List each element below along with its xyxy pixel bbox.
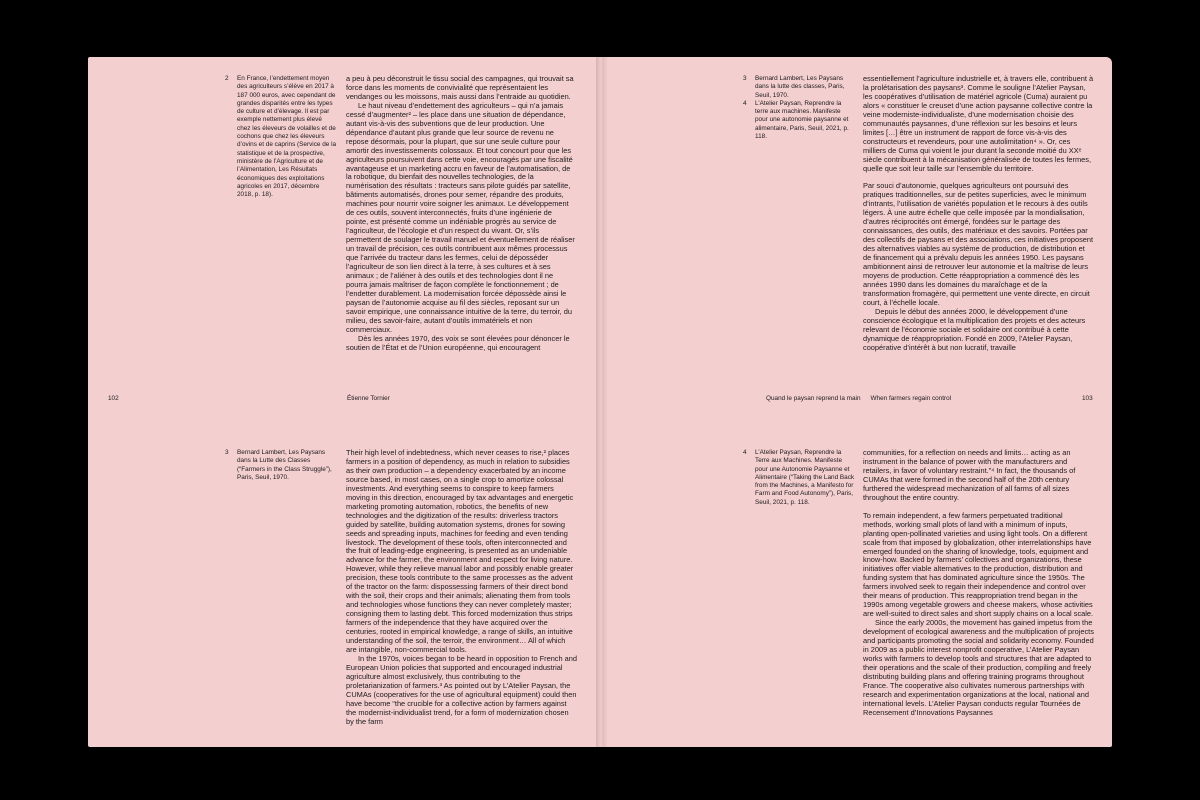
footnote-text: L’Atelier Paysan, Reprendre la Terre aux Machines. Manifeste pour une Autonomie Paysanne et Alimentaire (“Taking the Land Back from the Machines, a Manifesto for Farm and Food Autonomy”), Paris, Seuil, 2021, p. 118. <box>755 449 855 506</box>
paragraph: Since the early 2000s, the movement has gained impetus from the development of ecological awareness and the multiplication of projects and participants promoting the social and solidarity economy. Founded in 2009 as a public interest nonprofit cooperative, L’Atelier Paysan works with farmers to develop tools and structures that are adapted to their operations and the scale of their production, compiling and freely distributing building plans and offering training programs throughout France. The cooperative also cultivates numerous partnerships with research and experimentation organizations at the local, national and international levels. L’Atelier Paysan conducts regular Tournées de Recensement d’Innovations Paysannes <box>863 618 1094 717</box>
footnote <box>743 75 855 100</box>
paragraph: a peu à peu déconstruit le tissu social des campagnes, qui trouvait sa force dans les moments de convivialité que représentaient les vendanges ou les moissons, mais aussi dans l’entraide au quotidien. <box>346 74 574 101</box>
right-running-head <box>766 395 951 403</box>
right-fr-body <box>863 75 1095 353</box>
right-page-number: 103 <box>1082 395 1093 402</box>
book-gutter <box>596 57 608 747</box>
right-en-footnote <box>743 449 855 507</box>
left-page-number: 102 <box>108 395 119 402</box>
paragraph: Dès les années 1970, des voix se sont élevées pour dénoncer le soutien de l’État et de l’Union européenne, qui encouragent <box>346 333 570 352</box>
left-running-head: Étienne Tornier <box>347 395 390 402</box>
footnote-number: 2 <box>225 75 229 82</box>
left-en-footnote <box>225 449 337 482</box>
footnote-number: 3 <box>225 449 229 456</box>
running-head-en: When farmers regain control <box>870 395 952 402</box>
paragraph: Le haut niveau d’endettement des agriculteurs – qui n’a jamais cessé d’augmenter² – les place dans une situation de dépendance, autant vis-à-vis des subventions que de leur production. Une dépendance d’autant plus grande que leur source de revenu ne repose désormais, pour la plupart, que sur une seule culture pour amortir des investissements colossaux. Et tout concourt pour que les agriculteurs poursuivent dans cette voie, encouragés par une fiscalité avantageuse et un marketing accru en faveur de l’automatisation, de la robotique, du bienfait des nouvelles technologies, de la numérisation des résultats : tracteurs sans pilote guidés par satellite, bâtiments automatisés, drones pour semer, répandre des produits, machines pour nourrir voire soigner les animaux. Le développement de ces outils, souvent interconnectés, fruits d’une ingénierie de pointe, est présenté comme un indéniable progrès au service de l’agriculteur, de l’écologie et d’un respect du vivant. Or, s’ils permettent de soulager le travail manuel et éventuellement de réaliser un travail de précision, ces outils contribuent aux mêmes processus que l’arrivée du tracteur dans les fermes, celui de déposséder l’agriculteur de son lien direct à la terre, à ses cultures et à ses animaux ; de l’aliéner à des outils et des technologies dont il ne pourra jamais maîtriser de façon complète le fonctionnement ; de l’endetter durablement. La modernisation forcée dépossède ainsi le paysan de l’autonomie acquise au fil des siècles, reposant sur un savoir empirique, une connaissance intuitive de la terre, du terroir, du milieu, des savoir-faire, autant d’outils immatériels et non commerciaux. <box>346 100 575 334</box>
footnote <box>743 99 855 141</box>
left-en-body <box>346 449 578 727</box>
paragraph: Par souci d’autonomie, quelques agriculteurs ont poursuivi des pratiques traditionnelles, sur de petites superficies, avec le minimum d’intrants, l’utilisation de variétés population et le recours à des outils légers. À une autre échelle que celle imposée par la mondialisation, d’autres réciprocités ont émergé, fondées sur le partage des connaissances, des outils, des matériaux et des savoirs. Portées par des collectifs de paysans et des associations, ces initiatives proposent des alternatives viables au système de production, de distribution et de financement qui a prévalu depuis les années 1950. Les paysans ambitionnent ainsi de retrouver leur autonomie et la maîtrise de leurs moyens de production. Cette réappropriation a commencé dès les années 1990 dans les domaines du maraîchage et de la transformation fromagère, qui permettent une vente directe, en circuit court, à l’échelle locale. <box>863 181 1094 307</box>
footnote-text: L’Atelier Paysan, Reprendre la terre aux machines. Manifeste pour une autonomie paysanne et alimentaire, Paris, Seuil, 2021, p. 118. <box>755 99 849 141</box>
right-fr-footnotes <box>743 75 855 141</box>
footnote-text: Bernard Lambert, Les Paysans dans la Lutte des Classes (“Farmers in the Class Struggle”), Paris, Seuil, 1970. <box>237 449 332 481</box>
footnote-number: 4 <box>743 99 747 107</box>
paragraph: Depuis le début des années 2000, le développement d’une conscience écologique et la multiplication des projets et des acteurs relevant de l’économie sociale et solidaire ont contribué à cette dynamique de réappropriation. Fondé en 2009, l’Atelier Paysan, coopérative d’intérêt à but non lucratif, travaille <box>863 306 1086 352</box>
running-head-fr: Quand le paysan reprend la main <box>766 395 861 402</box>
paragraph: communities, for a reflection on needs and limits… acting as an instrument in the balance of power with the manufacturers and retailers, in favor of voluntary restraint.”⁴ In fact, the thousands of CUMAs that were formed in the second half of the 20th century furthered the widespread mechanization of all farms of all sizes throughout the entire country. <box>863 448 1076 502</box>
right-en-body <box>863 449 1095 718</box>
left-fr-body <box>346 75 576 353</box>
footnote-text: Bernard Lambert, Les Paysans dans la lutte des classes, Paris, Seuil, 1970. <box>755 75 845 99</box>
footnote-number: 3 <box>743 75 747 82</box>
paragraph: essentiellement l’agriculture industrielle et, à travers elle, contribuent à la prolétarisation des paysans³. Comme le souligne l’Atelier Paysan, les coopératives d’utilisation de matériel agricole (Cuma) auraient pu alors « constituer le creuset d’une action paysanne collective contre la veine moderniste-individualiste, d’une modernisation choisie des communautés paysannes, d’une réflexion sur les besoins et leurs limites […] être un instrument de rapport de force vis-à-vis des constructeurs et revendeurs, pour une autolimitation⁴ ». Or, ces milliers de Cuma qui voient le jour durant la seconde moitié du XXᵉ siècle contribuent à la mécanisation généralisée de toutes les fermes, quelle que soit leur taille sur l’ensemble du territoire. <box>863 74 1094 173</box>
left-fr-footnote <box>225 75 337 199</box>
footnote-number: 4 <box>743 449 747 456</box>
paragraph: To remain independent, a few farmers perpetuated traditional methods, working small plots of land with a minimum of inputs, planting open-pollinated varieties and using light tools. On a different scale from that imposed by globalization, other interrelationships have emerged founded on the sharing of knowledge, tools, equipment and know-how. Backed by farmers’ collectives and organizations, these initiatives offer viable alternatives to the production, distribution and funding system that has dominated agriculture since the 1950s. The farmers involved seek to regain their independence and control over their means of production. This reappropriation trend began in the 1990s among vegetable growers and cheese makers, whose activities are well-suited to direct sales and short supply chains on a local scale. <box>863 510 1094 619</box>
paragraph: In the 1970s, voices began to be heard in opposition to French and European Union policies that supported and encouraged industrial agriculture almost exclusively, thus contributing to the proletarianization of farmers.³ As pointed out by L’Atelier Paysan, the CUMAs (cooperatives for the use of agricultural equipment) could then have become “the crucible for a collective action by farmers against the modernist-individualist trend, for a form of modernization chosen by the farm <box>346 653 577 726</box>
paragraph: Their high level of indebtedness, which never ceases to rise,² places farmers in a position of dependency, as much in relation to subsidies as their own production – a dependency exacerbated by an income source based, in most cases, on a single crop to amortize colossal investments. And everything seems to conspire to keep farmers moving in this direction, encouraged by tax advantages and energetic marketing promoting automation, robotics, the benefits of new technologies and the digitization of the results: driverless tractors guided by satellite, building automation systems, drones for sowing seeds and spreading inputs, machines for feeding and even tending livestock. The development of these tools, often interconnected and the fruit of leading-edge engineering, is presented as an undeniable advance for the farmer, the environment and respect for living nature. However, while they relieve manual labor and possibly enable greater precision, these tools contribute to the same processes as the advent of the tractor on the farm: dispossessing farmers of their direct bond with the soil, their crops and their animals; alienating them from tools and technologies whose functions they can never completely master; consigning them to lasting debt. This forced modernization thus strips farmers of the independence that they have acquired over the centuries, rooted in empirical knowledge, a range of skills, an intuitive understanding of the soil, the terroir, the environment… All of which are intangible, non-commercial tools. <box>346 448 574 654</box>
footnote-text: En France, l’endettement moyen des agriculteurs s’élève en 2017 à 187 000 euros, avec cependant de grandes disparités entre les types de culture et d’élevage. Il est par exemple nettement plus élevé chez les éleveurs de volailles et de cochons que chez les éleveurs d’ovins et de caprins (Service de la statistique et de la prospective, ministère de l’Agriculture et de l’Alimentation, Les Résultats économiques des exploitations agricoles en 2017, décembre 2018, p. 18). <box>237 75 337 199</box>
